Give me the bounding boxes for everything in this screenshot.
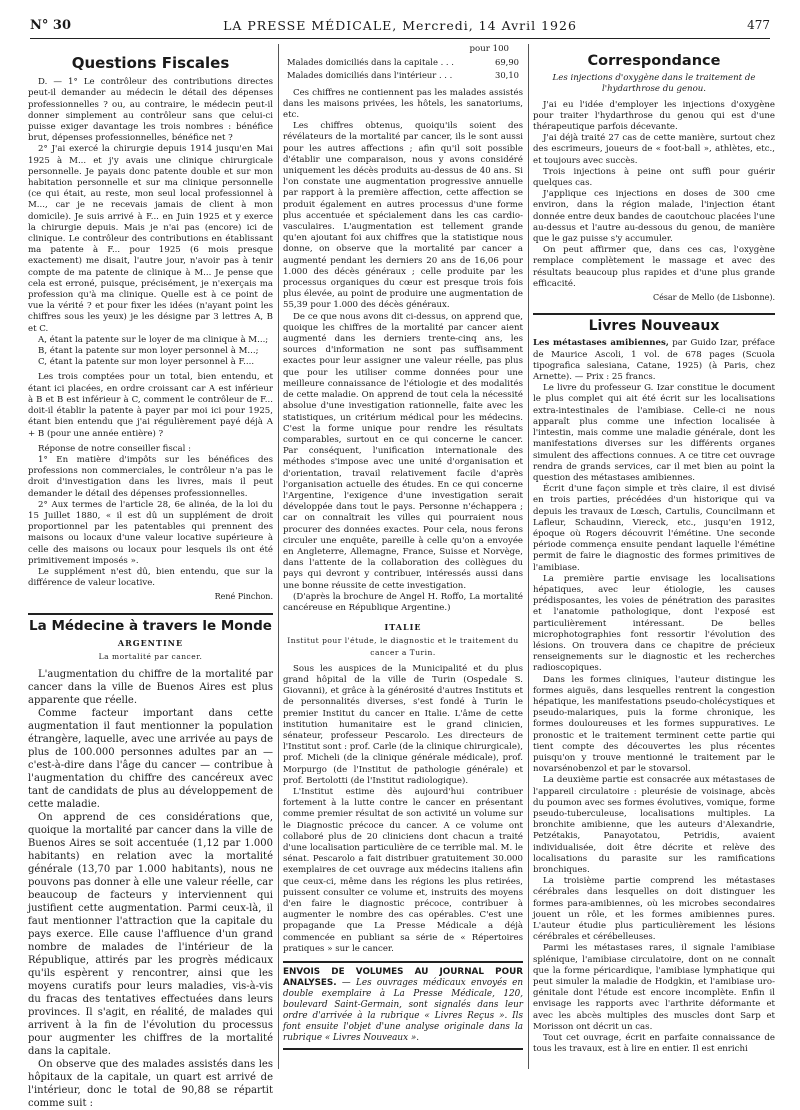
paragraph: (D'après la brochure de Angel H. Roffo, La mortalité cancéreuse en République Argentine.) bbox=[283, 591, 523, 613]
question-1: D. — 1° Le contrôleur des contributions directes peut-il demander au médecin le détail des dépenses professionnelles ? ou, au contraire, le médecin peut-il donner simplement au contrôleur sans que celui-ci puisse exiger davantage les trois nombres : bénéfice brut, dépenses professionnelles, bénéfice net ? bbox=[28, 77, 273, 144]
book-entry bbox=[533, 338, 775, 383]
paragraph: Ces chiffres ne contiennent pas les malades assistés dans les maisons privées, les hôtels, les sanatoriums, etc. bbox=[283, 87, 523, 121]
reply-intro: Réponse de notre conseiller fiscal : bbox=[38, 443, 192, 454]
table-cell: 69,90 bbox=[495, 57, 519, 68]
paragraph: Sous les auspices de la Municipalité et du plus grand hôpital de la ville de Turin (Ospedale S. Giovanni), et grâce à la générosité d'autres Instituts et de personnalités diverses, s'est fondé à Turin le premier Institut du cancer en Italie. L'âme de cette institution humanitaire est le grand clinicien, sénateur, professeur Pescarolo. Les directeurs de l'Institut sont : prof. Carle (de la clinique chirurgicale), prof. Micheli (de la clinique générale médicale), prof. Morpurgo (de l'Institut de pathologie générale) et prof. Bertolotti (de l'Institut radiologique). bbox=[283, 663, 523, 786]
section-title-correspondance: Correspondance bbox=[587, 53, 721, 69]
table-cell: Malades domiciliés dans la capitale . . . bbox=[287, 57, 454, 68]
section-title-questions-fiscales: Questions Fiscales bbox=[71, 54, 230, 72]
envois-text: — Les ouvrages médicaux envoyés en double exemplaire à La Presse Médicale, 120, boulevard Saint-Germain, sont signalés dans leur ordre d'arrivée à la rubrique « Livres Reçus ». Ils font ensuite l'objet d'une analyse originale dans la rubrique « Livres Nouveaux ». bbox=[283, 978, 523, 1044]
table-cell: 30,10 bbox=[495, 70, 519, 81]
list-item: B, étant la patente sur mon loyer personnel à M...; bbox=[38, 346, 259, 357]
paragraph: L'augmentation du chiffre de la mortalité par cancer dans la ville de Buenos Aires est plus apparente que réelle. bbox=[28, 669, 273, 707]
signature: César de Mello (de Lisbonne). bbox=[652, 293, 775, 303]
paragraph: Trois injections à peine ont suffi pour guérir quelques cas. bbox=[533, 166, 775, 189]
paragraph: La première partie envisage les localisations hépatiques, avec leur étiologie, les causes prédisposantes, les voies de pénétration des parasites et l'anatomie pathologique, dont l'exposé est particulièrement intéressant. De belles microphotographies font ressortir l'évolution des lésions. On trouvera dans ce chapitre de précieux renseignements sur le diagnostic et les recherches radioscopiques. bbox=[533, 573, 775, 674]
paragraph: J'applique ces injections en doses de 300 cme environ, dans la région malade, l'injection étant donnée entre deux bandes de caoutchouc placées l'une au-dessus et l'autre au-dessous du genou, de manière que le gaz puisse s'y accumuler. bbox=[533, 189, 775, 245]
list-item: C, étant la patente sur mon loyer personnel à F.... bbox=[38, 357, 255, 368]
paragraph: On peut affirmer que, dans ces cas, l'oxygène remplace complètement le massage et avec des résultats beaucoup plus rapides et d'une plus grande efficacité. bbox=[533, 245, 775, 289]
paragraph: De ce que nous avons dit ci-dessus, on apprend que, quoique les chiffres de la mortalité par cancer aient augmenté dans les derniers trente-cinq ans, les sources d'information ne sont pas suffisamment exactes pour leur assigner une valeur réelle, pas plus que pour les utiliser comme données pour une meilleure connaissance de l'étiologie et des modalités de cette maladie. On apprend de tout cela la nécessité absolue d'une investigation rationnelle, faite avec les statistiques, un critérium médical pour les médecins. C'est la forme unique pour rendre les résultats comparables, surtout en ce qui concerne le cancer. Par conséquent, l'unification internationale des méthodes s'impose avec une unité d'organisation et d'orientation, travail relativement facile d'après l'organisation actuelle des études. En ce qui concerne l'Argentine, l'exigence d'une investigation serait développée dans tout le pays. Personne n'échappera ; car on connaîtrait les villes qui pourraient nous procurer des données exactes. Pour cela, nous ferons circuler une enquête, pareille à celle qu'on a envoyée en Angleterre, Allemagne, France, Suisse et Norvège, dans l'attente de la collaboration des collègues du pays qui devront y contribuer, intéressés aussi dans une bonne réussite de cette investigation. bbox=[283, 311, 523, 591]
table-unit: pour 100 bbox=[469, 44, 509, 54]
table-row bbox=[285, 57, 521, 68]
journal-title: LA PRESSE MÉDICALE, Mercredi, 14 Avril 1926 bbox=[223, 18, 577, 33]
column-divider bbox=[528, 44, 529, 1069]
country-heading: ITALIE bbox=[384, 622, 422, 633]
column-right bbox=[533, 44, 775, 1055]
paragraph: Les chiffres obtenus, quoiqu'ils soient des révélateurs de la mortalité par cancer, ils le sont aussi pour les autres affections ; afin qu'il soit possible d'établir une comparaison, nous y avons considéré uniquement les décès produits au-dessus de 40 ans. Si l'on constate une augmentation progressive annuelle par rapport à la première affection, cette affection se produit également en autres processus d'une forme plus accentuée et spécialement dans les cas cardio-vasculaires. L'augmentation est tellement grande qu'en ajoutant foi aux chiffres que la statistique nous donne, on observe que la mortalité par cancer a augmenté pendant les derniers 20 ans de 16,06 pour 1.000 des décès généraux ; celle produite par les processus organiques du cœur est presque trois fois plus élevée, au point de produire une augmentation de 55,39 pour 1.000 des décès généraux. bbox=[283, 121, 523, 311]
table-row bbox=[285, 70, 521, 81]
section-title-medecine-monde: La Médecine à travers le Monde bbox=[28, 613, 273, 632]
paragraph: Le livre du professeur G. Izar constitue le document le plus complet qui ait été écrit sur les localisations extra-intestinales de l'amibiase. Celle-ci ne nous apparaît plus comme une infection localisée à l'intestin, mais comme une maladie générale, dont les manifestations diverses sur les différents organes simulent des affections connues. A ce titre cet ouvrage rendra de grands services, car il met bien au point la question des métastases amibiennes. bbox=[533, 383, 775, 483]
question-2: 2° J'ai exercé la chirurgie depuis 1914 jusqu'en Mai 1925 à M... et j'y avais une clinique chirurgicale personnelle. Je payais donc patente double et sur mon habitation personnelle et sur ma clinique personnelle (ce qui était, au reste, mon seul local professionnel à M..., car je ne recevais jamais de client à mon domicile). Je suis arrivé à F... en Juin 1925 et y exerce la chirurgie depuis. Mais je n'ai pas (encore) ici de clinique. Le contrôleur des contributions en établissant ma patente à F... pour 1925 (6 mois presque exactement) me disait, l'autre jour, n'avoir pas à tenir compte de ma patente de clinique à M... Je pense que cela est erroné, puisque, précisément, je n'exerçais ma profession qu'à ma clinique. Quelle est à ce point de vue la vérité ? et pour fixer les idées (n'ayant point les chiffres sous les yeux) je les désigne par 3 lettres A, B et C. bbox=[28, 144, 273, 334]
article-subtitle: La mortalité par cancer. bbox=[98, 651, 203, 661]
column-middle bbox=[283, 44, 523, 1050]
reply-2: 2° Aux termes de l'article 28, 6e alinéa, de la loi du 15 Juillet 1880, « il est dû un supplément de droit proportionnel par les patentables qui prennent des maisons ou locaux d'une valeur locative supérieure à celle des maisons ou locaux pour lesquels ils ont été primitivement imposés ». bbox=[28, 499, 273, 566]
paragraph: Écrit d'une façon simple et très claire, il est divisé en trois parties, précédées d'un historique qui va depuis les travaux de Lœsch, Cartulis, Councilmann et Lafleur, Schaudinn, Viereck, etc., jusqu'en 1912, époque où Rogers découvrit l'émétine. Une seconde période commença ensuite pendant laquelle l'émétine permit de faire le diagnostic des formes primitives de l'amibiase. bbox=[533, 484, 775, 573]
section-title-livres-nouveaux: Livres Nouveaux bbox=[533, 313, 775, 332]
mortality-table bbox=[283, 55, 523, 83]
paragraph: La deuxième partie est consacrée aux métastases de l'appareil circulatoire : pleurésie de voisinage, abcès du poumon avec ses formes évolutives, vomique, forme pseudo-tuberculeuse, localisations multiples. La bronchite amibienne, que les auteurs d'Alexandrie, Petzétakis, Panayotatou, Petridis, avaient individualisée, doit être décrite et relève des localisations du parasite sur les ramifications bronchiques. bbox=[533, 775, 775, 876]
country-heading: ARGENTINE bbox=[117, 637, 184, 648]
envois-title: ENVOIS DE VOLUMES AU JOURNAL POUR ANALYSES. bbox=[283, 967, 523, 989]
paragraph: J'ai eu l'idée d'employer les injections d'oxygène pour traiter l'hydarthrose du genou qui est d'une thérapeutique parfois décevante. bbox=[533, 99, 775, 133]
reply-1: 1° En matière d'impôts sur les bénéfices des professions non commerciales, le contrôleur n'a pas le droit d'investigation dans les livres, mais il peut demander le détail des dépenses professionnelles. bbox=[28, 454, 273, 499]
paragraph: On apprend de ces considérations que, quoique la mortalité par cancer dans la ville de Buenos Aires se soit accentuée (1,12 par 1.000 habitants) en relation avec la mortalité générale (13,70 par 1.000 habitants), nous ne pouvons pas donner à elle une valeur réelle, car beaucoup de facteurs y interviennent qui justifient cette augmentation. Parmi ceux-là, il faut mentionner l'attraction que la capitale du pays exerce. Elle cause l'affluence d'un grand nombre de malades de l'intérieur de la République, attirés par les progrès médicaux qu'ils espèrent y rencontrer, ainsi que les moyens curatifs pour leurs maladies, vis-à-vis du fracas des tentatives effectuées dans leurs provinces. Il s'agit, en réalité, de malades qui arrivent à la fin de l'évolution du processus pour augmenter les chiffres de la mortalité dans la capitale. bbox=[28, 812, 273, 1058]
question-3: Les trois comptées pour un total, bien entendu, et étant ici placées, en ordre croissant car A est inférieur à B et B est inférieur à C, comment le contrôleur de F... doit-il établir la patente à payer par moi ici pour 1925, étant bien entendu que j'ai régulièrement payé déjà A + B (pour une année entière) ? bbox=[28, 372, 273, 439]
signature: René Pinchon. bbox=[214, 592, 273, 602]
envois-notice bbox=[283, 961, 523, 1050]
paragraph: L'Institut estime dès aujourd'hui contribuer fortement à la lutte contre le cancer en présentant comme premier résultat de son activité un volume sur le Diagnostic précoce du cancer. A ce volume ont collaboré plus de 20 cliniciens dont chacun a traité d'une localisation particulière de ce terrible mal. M. le sénat. Pescarolo a fait distribuer gratuitement 30.000 exemplaires de cet ouvrage aux médecins italiens afin que ceux-ci, même dans les régions les plus retirées, puissent consulter ce volume et, instruits des moyens d'en faire le diagnostic précoce, contribuer à augmenter le nombre des cas opérables. C'est une propagande que La Presse Médicale a déjà commencée en publiant sa série de « Répertoires pratiques » sur le cancer. bbox=[283, 787, 523, 954]
article-subtitle: Institut pour l'étude, le diagnostic et le traitement du cancer a Turin. bbox=[287, 636, 519, 657]
column-left bbox=[28, 44, 273, 1110]
book-title: Les métastases amibiennes, bbox=[533, 338, 669, 349]
paragraph: Parmi les métastases rares, il signale l'amibiase splénique, l'amibiase circulatoire, dont on ne connaît que la forme péricardique, l'amibiase lymphatique qui peut simuler la maladie de Hodgkin, et l'amibiase uro-génitale dont l'étude est encore incomplète. Enfin il envisage les rapports avec l'arthrite déformante et avec les abcès multiples des muscles dont Sarp et Morisson ont décrit un cas. bbox=[533, 943, 775, 1032]
paragraph: Dans les formes cliniques, l'auteur distingue les formes aiguës, dans lesquelles rentrent la congestion hépatique, les manifestations pseudo-cholécystiques et pseudo-malariques, puis la forme chronique, les formes douloureuses et les formes suppuratives. Le pronostic et le traitement terminent cette partie qui tient compte des découvertes les plus récentes puisqu'on y trouve mentionné le traitement par le novarsénobenzol et par le stovarsol. bbox=[533, 674, 775, 775]
page-number: 477 bbox=[747, 18, 770, 32]
paragraph: J'ai déjà traité 27 cas de cette manière, surtout chez des escrimeurs, joueurs de « foot-ball », athlètes, etc., et toujours avec succès. bbox=[533, 133, 775, 166]
article-subtitle: Les injections d'oxygène dans le traitement de l'hydarthrose du genou. bbox=[552, 73, 756, 95]
reply-3: Le supplément n'est dû, bien entendu, que sur la différence de valeur locative. bbox=[28, 566, 273, 589]
paragraph: Comme facteur important dans cette augmentation il faut mentionner la population étrangère, laquelle, avec une arrivée au pays de plus de 100.000 personnes adultes par an — c'est-à-dire dans l'âge du cancer — contribue à l'augmentation du chiffre des cancéreux avec tant de candidats de plus au développement de cette maladie. bbox=[28, 708, 273, 811]
column-divider bbox=[278, 44, 279, 1069]
page-header bbox=[30, 18, 770, 39]
book-reference: par Guido Izar, préface de Maurice Ascoli, 1 vol. de 678 pages (Scuola tipografica salesiana, Catane, 1925) (à Paris, chez Arnette). — Prix : 25 francs. bbox=[533, 338, 776, 383]
paragraph: On observe que des malades assistés dans les hôpitaux de la capitale, un quart est arrivé de l'intérieur, donc le total de 90,88 se répartit comme suit : bbox=[28, 1059, 273, 1110]
table-cell: Malades domiciliés dans l'intérieur . . . bbox=[287, 70, 453, 81]
paragraph: La troisième partie comprend les métastases cérébrales dans lesquelles on doit distinguer les formes para-amibiennes, où les microbes secondaires jouent un rôle, et les formes amibiennes pures. L'auteur étudie plus particulièrement les lésions cérébrales et cérébelleuses. bbox=[533, 876, 775, 943]
list-item: A, étant la patente sur le loyer de ma clinique à M...; bbox=[38, 334, 269, 345]
issue-number: N° 30 bbox=[30, 18, 71, 33]
paragraph: Tout cet ouvrage, écrit en parfaite connaissance de tous les travaux, est à lire en entier. Il est enrichi bbox=[533, 1033, 775, 1055]
